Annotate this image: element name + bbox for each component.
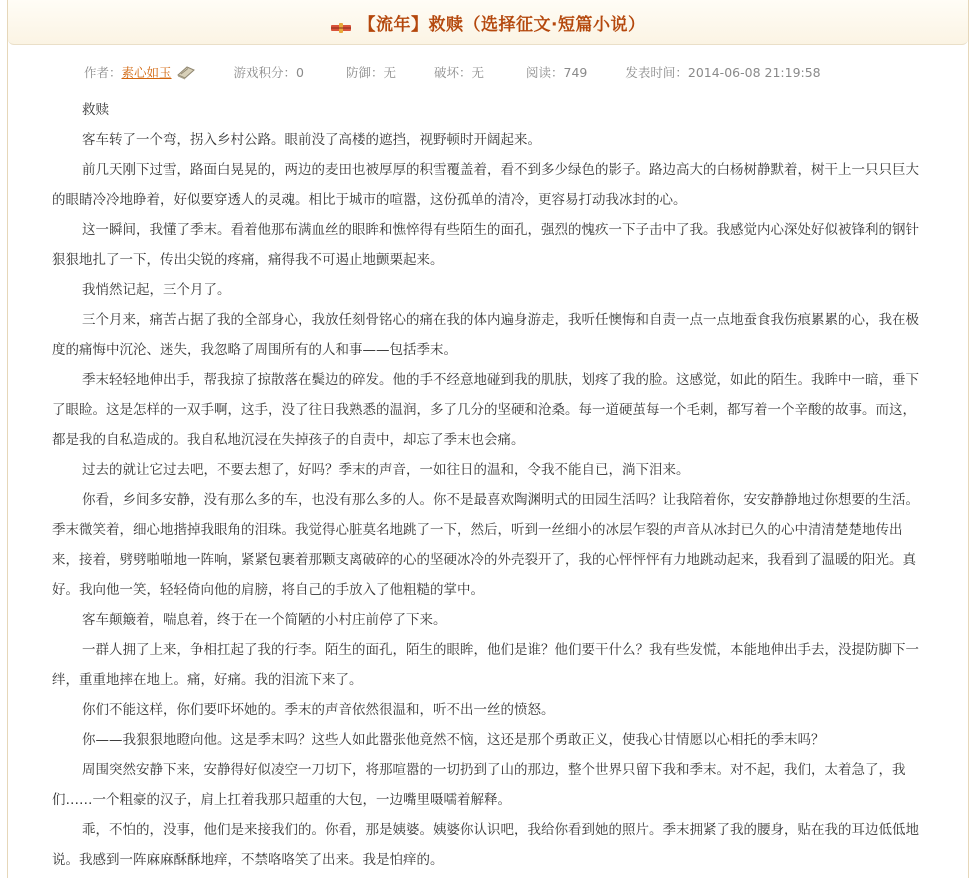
book-icon: [176, 64, 196, 80]
paragraph: 前几天刚下过雪，路面白晃晃的，两边的麦田也被厚厚的积雪覆盖着，看不到多少绿色的影子。路边高大的白杨树静默着，树干上一只只巨大的眼睛冷冷地睁着，好似要穿透人的灵魂。相比于城市的喧嚣，这份孤单的清冷，更容易打动我冰封的心。: [52, 162, 919, 208]
article-subtitle: 救赎: [82, 102, 109, 118]
paragraph: 你看，乡间多安静，没有那么多的车，也没有那么多的人。你不是最喜欢陶渊明式的田园生活吗？让我陪着你，安安静静地过你想要的生活。季末微笑着，细心地揩掉我眼角的泪珠。我觉得心脏莫名地跳了一下，然后，听到一丝细小的冰层乍裂的声音从冰封已久的心中清清楚楚地传出来，接着，劈劈啪啪地一阵响，紧紧包裹着那颗支离破碎的心的坚硬冰冷的外壳裂开了，我的心怦怦怦有力地跳动起来，我看到了温暖的阳光。真好。我向他一笑，轻轻倚向他的肩膀，将自己的手放入了他粗糙的掌中。: [52, 492, 919, 598]
paragraph: 我悄然记起，三个月了。: [82, 282, 231, 298]
game-score: 游戏积分：0: [233, 65, 304, 80]
paragraph: 客车颠簸着，喘息着，终于在一个简陋的小村庄前停了下来。: [82, 612, 447, 628]
read-count: 阅读：749: [526, 65, 588, 80]
page-title: 【流年】救赎（选择征文·短篇小说）: [358, 14, 646, 35]
paragraph: 你们不能这样，你们要吓坏她的。季末的声音依然很温和，听不出一丝的愤怒。: [82, 702, 555, 718]
paragraph: 三个月来，痛苦占据了我的全部身心，我放任刻骨铭心的痛在我的体内遍身游走，我听任懊悔和自责一点一点地蚕食我伤痕累累的心，我在极度的痛悔中沉沦、迷失，我忽略了周围所有的人和事——包括季末。: [52, 312, 919, 358]
defense-stat: 防御：无: [345, 65, 396, 80]
article-meta: [84, 63, 821, 81]
author-label: 作者：: [84, 65, 122, 80]
paragraph: 周围突然安静下来，安静得好似凌空一刀切下，将那喧嚣的一切扔到了山的那边，整个世界只留下我和季末。对不起，我们，太着急了，我们……一个粗豪的汉子，肩上扛着我那只超重的大包，一边嘴里嗫嚅着解释。: [52, 762, 906, 808]
paragraph: 乖，不怕的，没事，他们是来接我们的。你看，那是姨婆。姨婆你认识吧，我给你看到她的照片。季末拥紧了我的腰身，贴在我的耳边低低地说。我感到一阵麻麻酥酥地痒，不禁咯咯笑了出来。我是怕痒的。: [52, 822, 919, 868]
publish-time: 发表时间：2014-06-08 21:19:58: [625, 65, 821, 80]
author-link[interactable]: 素心如玉: [121, 65, 172, 80]
ribbon-icon: [331, 18, 351, 28]
title-bar: [8, 0, 968, 45]
paragraph: 客车转了一个弯，拐入乡村公路。眼前没了高楼的遮挡，视野顿时开阔起来。: [82, 132, 541, 148]
damage-stat: 破坏：无: [434, 65, 485, 80]
paragraph: 你——我狠狠地瞪向他。这是季末吗？这些人如此嚣张他竟然不恼，这还是那个勇敢正义，使我心甘情愿以心相托的季末吗？: [82, 732, 825, 748]
article-body: [52, 95, 926, 875]
paragraph: 季末轻轻地伸出手，帮我掠了掠散落在鬓边的碎发。他的手不经意地碰到我的肌肤，划疼了我的脸。这感觉，如此的陌生。我眸中一暗，垂下了眼睑。这是怎样的一双手啊，这手，没了往日我熟悉的温润，多了几分的坚硬和沧桑。每一道硬茧每一个毛刺，都写着一个辛酸的故事。而这，都是我的自私造成的。我自私地沉浸在失掉孩子的自责中，却忘了季末也会痛。: [52, 372, 919, 448]
paragraph: 这一瞬间，我懂了季末。看着他那布满血丝的眼眸和憔悴得有些陌生的面孔，强烈的愧疚一下子击中了我。我感觉内心深处好似被锋利的钢针狠狠地扎了一下，传出尖锐的疼痛，痛得我不可遏止地颤栗起来。: [52, 222, 919, 268]
paragraph: 过去的就让它过去吧，不要去想了，好吗？季末的声音，一如往日的温和，令我不能自已，淌下泪来。: [82, 462, 690, 478]
paragraph: 一群人拥了上来，争相扛起了我的行李。陌生的面孔，陌生的眼眸，他们是谁？他们要干什么？我有些发慌，本能地伸出手去，没提防脚下一绊，重重地摔在地上。痛，好痛。我的泪流下来了。: [52, 642, 919, 688]
